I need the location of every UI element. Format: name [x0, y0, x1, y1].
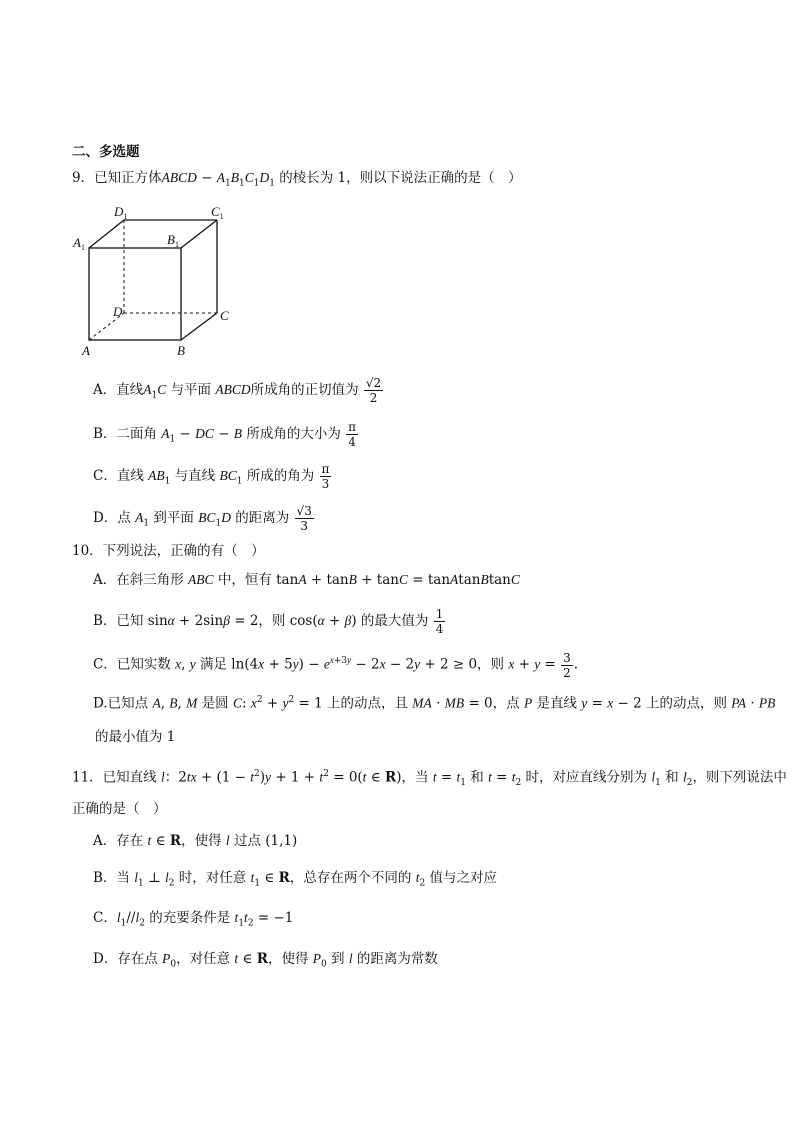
q10-option-c: C．已知实数 x, y 满足 $\ln(4x + 5y) - e^{x+3y} - 2x - 2y + 2 \ge 0$，则 x + y = $\frac{3}{2}$ .: [93, 650, 579, 680]
section-title: 二、多选题: [72, 144, 140, 160]
question-11-stem: 11．已知直线 l：$2tx + (1 - t^2)y + 1 + t^2 = 0(t$ ∈ R)，当 $t = t_1$ 和 $t = t_2$ 时，对应直线分别为 $l_1$ 和 $l_2$，则下列说法中: [72, 769, 787, 789]
cube-front-face: [89, 248, 181, 340]
label-D1: $D_1$: [114, 204, 128, 221]
label-D: D: [113, 304, 123, 319]
label-C: C: [220, 308, 229, 323]
label-C1: $C_1$: [211, 204, 224, 221]
question-9-stem: 9．已知正方体ABCD − $A_1B_1C_1D_1$ 的棱长为 1，则以下说法正确的是（ ）: [72, 170, 522, 189]
q10-option-d: D.已知点 A, B, M 是圆 C: $x^2 + y^2 = 1$ 上的动点，且 MA · MB = 0，点 P 是直线 y = x − 2 上的动点，则 PA · PB: [93, 695, 776, 712]
q11-option-b: B．当 $l_1$ ⊥ $l_2$ 时，对任意 $t_1$ ∈ R，总存在两个不同的 $t_2$ 值与之对应: [93, 870, 497, 889]
label-A: A: [82, 343, 90, 358]
q11-option-c: C．$l_1//l_2$ 的充要条件是 $t_1t_2 = -1$: [93, 910, 294, 929]
q11-option-d: D．存在点 $P_0$，对任意 t ∈ R，使得 $P_0$ 到 l 的距离为常数: [93, 951, 438, 970]
q10-option-d-cont: 的最小值为 1: [95, 729, 176, 745]
label-A1: $A_1$: [73, 235, 85, 252]
q9-option-c: C．直线 $AB_1$ 与直线 $BC_1$ 所成的角为 $\frac{\pi}{3}$: [93, 462, 330, 491]
cube-figure: [70, 203, 250, 363]
q9-option-a: A．直线$A_1C$ 与平面 ABCD所成角的正切值为 $\frac{√2}{2}$: [93, 376, 382, 405]
label-B: B: [177, 343, 185, 358]
label-B1: $B_1$: [167, 232, 179, 249]
q10-option-a: A．在斜三角形 ABC 中，恒有 tanA + tanB + tanC = tanAtanBtanC: [93, 572, 520, 588]
q9-option-b: B．二面角 $A_1$ − DC − B 所成角的大小为 $\frac{\pi}{4}$: [93, 420, 357, 449]
q9-option-d: D．点 $A_1$ 到平面 $BC_1D$ 的距离为 $\frac{√3}{3}$: [93, 504, 312, 533]
question-11-stem-cont: 正确的是（ ）: [72, 801, 167, 817]
q11-option-a: A．存在 t ∈ R，使得 l 过点 (1,1): [93, 833, 298, 849]
question-10-stem: 10．下列说法，正确的有（ ）: [72, 543, 265, 559]
q10-option-b: B．已知 sinα + 2sinβ = 2，则 cos(α + β) 的最大值为 $\frac{1}{4}$: [93, 607, 444, 636]
